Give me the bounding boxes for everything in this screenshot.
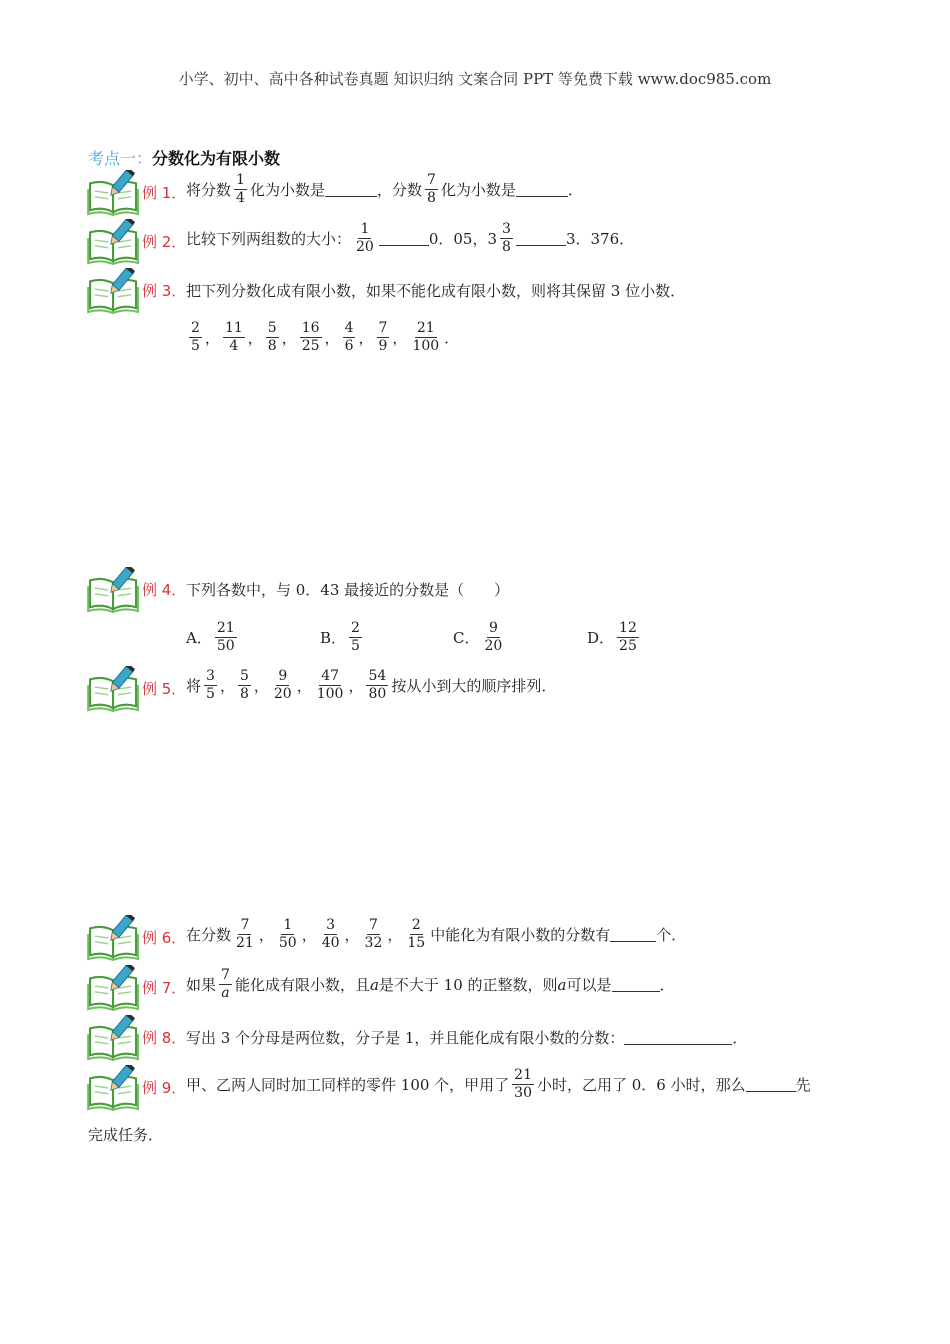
example-text bbox=[186, 967, 675, 1002]
denominator: 50 bbox=[278, 935, 297, 951]
option-key: B． bbox=[320, 629, 347, 647]
fraction bbox=[234, 917, 256, 952]
separator: ， bbox=[344, 926, 360, 944]
fraction bbox=[425, 172, 438, 207]
option-key: C． bbox=[453, 629, 480, 647]
fraction bbox=[238, 668, 251, 703]
fraction bbox=[204, 668, 217, 703]
fraction bbox=[215, 620, 237, 655]
fraction bbox=[343, 320, 356, 355]
denominator: 8 bbox=[502, 239, 511, 255]
separator: ， bbox=[258, 926, 274, 944]
example-8 bbox=[86, 1015, 886, 1063]
denominator: 100 bbox=[316, 686, 344, 702]
fraction bbox=[277, 917, 299, 952]
fraction bbox=[617, 620, 639, 655]
denominator: 5 bbox=[191, 338, 200, 354]
numerator: 21 bbox=[216, 620, 235, 636]
fraction bbox=[266, 320, 279, 355]
page-header: 小学、初中、高中各种试卷真题 知识归纳 文案合同 PPT 等免费下载 www.doc985.com bbox=[178, 70, 772, 88]
example-label: 例 6． bbox=[142, 929, 187, 947]
separator: ， bbox=[324, 329, 340, 347]
example-text: 把下列分数化成有限小数，如果不能化成有限小数，则将其保留 3 位小数． bbox=[186, 282, 686, 300]
numerator: 2 bbox=[411, 917, 421, 933]
denominator: 25 bbox=[619, 638, 637, 654]
denominator: 4 bbox=[229, 338, 239, 354]
option-c[interactable] bbox=[453, 620, 507, 655]
numerator: 47 bbox=[321, 668, 340, 684]
example-5 bbox=[86, 666, 886, 714]
text: 按从小到大的顺序排列． bbox=[391, 677, 557, 695]
separator: ， bbox=[247, 329, 263, 347]
separator: ， bbox=[281, 329, 297, 347]
example-text bbox=[186, 668, 556, 703]
numerator: 5 bbox=[239, 668, 249, 684]
numerator: 3 bbox=[326, 917, 336, 933]
fraction bbox=[377, 320, 390, 355]
example-7 bbox=[86, 965, 886, 1013]
numerator: 16 bbox=[301, 320, 320, 336]
fraction bbox=[512, 1067, 534, 1102]
fraction bbox=[366, 668, 388, 703]
section-kaodian: 考点一： bbox=[88, 149, 153, 168]
period: ． bbox=[444, 329, 460, 347]
denominator: 50 bbox=[216, 638, 235, 654]
denominator: 25 bbox=[301, 338, 320, 354]
fraction bbox=[410, 320, 441, 355]
numerator: 9 bbox=[488, 620, 498, 636]
section-title: 分数化为有限小数 bbox=[152, 149, 281, 168]
answer-blank[interactable] bbox=[325, 182, 377, 197]
denominator: 8 bbox=[267, 338, 277, 354]
numerator: 7 bbox=[426, 172, 436, 188]
example-label: 例 2． bbox=[142, 233, 187, 251]
denominator: 15 bbox=[407, 935, 426, 951]
text: ． bbox=[659, 976, 675, 994]
denominator: 21 bbox=[236, 935, 254, 951]
fraction bbox=[482, 620, 504, 655]
numerator: 1 bbox=[360, 221, 370, 237]
numerator: 54 bbox=[368, 668, 387, 684]
text: 写出 3 个分母是两位数，分子是 1，并且能化成有限小数的分数： bbox=[186, 1029, 625, 1047]
option-d[interactable] bbox=[587, 620, 642, 655]
numerator: 12 bbox=[619, 620, 637, 636]
denominator: 8 bbox=[426, 190, 436, 206]
denominator: 6 bbox=[344, 338, 354, 354]
example-9 bbox=[86, 1065, 876, 1113]
text: 甲、乙两人同时加工同样的零件 100 个，甲用了 bbox=[186, 1076, 510, 1094]
separator: ， bbox=[219, 677, 235, 695]
denominator: a bbox=[221, 985, 230, 1001]
example-label: 例 5． bbox=[142, 680, 187, 698]
book-pencil-icon bbox=[86, 915, 142, 961]
example-4 bbox=[86, 567, 886, 615]
answer-blank[interactable] bbox=[624, 1030, 732, 1045]
denominator: 5 bbox=[206, 686, 215, 702]
numerator: 7 bbox=[240, 917, 250, 933]
numerator: 7 bbox=[378, 320, 388, 336]
example-text: 下列各数中，与 0．43 最接近的分数是（ ） bbox=[186, 581, 510, 599]
denominator: 30 bbox=[514, 1085, 532, 1101]
numerator: 21 bbox=[514, 1067, 532, 1083]
separator: ， bbox=[204, 329, 220, 347]
book-pencil-icon bbox=[86, 268, 142, 314]
text: 个． bbox=[656, 926, 687, 944]
text: 化为小数是 bbox=[249, 181, 325, 199]
section-heading bbox=[88, 146, 280, 169]
fraction bbox=[223, 320, 245, 355]
answer-blank[interactable] bbox=[610, 927, 656, 942]
separator: ， bbox=[358, 329, 374, 347]
book-pencil-icon bbox=[86, 567, 142, 613]
fraction bbox=[234, 172, 247, 207]
text: 在分数 bbox=[186, 926, 232, 944]
fraction bbox=[405, 917, 427, 952]
denominator: 20 bbox=[356, 239, 374, 255]
text: 比较下列两组数的大小： bbox=[186, 230, 352, 248]
denominator: 20 bbox=[273, 686, 292, 702]
text: ． bbox=[567, 181, 583, 199]
fraction bbox=[300, 320, 322, 355]
text: 化为小数是 bbox=[440, 181, 516, 199]
separator: ， bbox=[348, 677, 364, 695]
denominator: 80 bbox=[368, 686, 387, 702]
text: 可以是 bbox=[566, 976, 612, 994]
text: 能化成有限小数，且 bbox=[234, 976, 370, 994]
fraction bbox=[354, 221, 376, 256]
text: 0．05，3 bbox=[428, 230, 498, 248]
example-2 bbox=[86, 219, 886, 267]
numerator: 7 bbox=[369, 917, 378, 933]
book-pencil-icon bbox=[86, 219, 142, 265]
example-label: 例 1． bbox=[142, 184, 187, 202]
numerator: 4 bbox=[344, 320, 354, 336]
denominator: 40 bbox=[321, 935, 340, 951]
text: 中能化为有限小数的分数有 bbox=[430, 926, 611, 944]
separator: ， bbox=[296, 677, 312, 695]
denominator: 100 bbox=[412, 338, 440, 354]
variable: a bbox=[557, 975, 567, 994]
numerator: 11 bbox=[224, 320, 243, 336]
example-text bbox=[186, 1027, 747, 1048]
denominator: 9 bbox=[378, 338, 388, 354]
text: ，分数 bbox=[376, 181, 422, 199]
numerator: 5 bbox=[267, 320, 277, 336]
separator: ， bbox=[387, 926, 403, 944]
example-label: 例 7． bbox=[142, 979, 187, 997]
book-pencil-icon bbox=[86, 170, 142, 216]
example-text bbox=[186, 221, 634, 256]
text: 是不大于 10 的正整数，则 bbox=[378, 976, 558, 994]
numerator: 1 bbox=[283, 917, 293, 933]
fraction bbox=[189, 320, 202, 355]
example-label: 例 9． bbox=[142, 1079, 187, 1097]
text: 小时，乙用了 0．6 小时，那么 bbox=[537, 1076, 746, 1094]
option-b[interactable] bbox=[320, 620, 365, 655]
option-a[interactable] bbox=[186, 620, 240, 655]
fraction bbox=[272, 668, 294, 703]
example-label: 例 8． bbox=[142, 1029, 187, 1047]
answer-blank[interactable] bbox=[612, 977, 660, 992]
numerator: 7 bbox=[221, 967, 230, 983]
text: 如果 bbox=[186, 976, 217, 994]
denominator: 20 bbox=[484, 638, 503, 654]
example-text bbox=[186, 172, 583, 207]
denominator: 8 bbox=[239, 686, 249, 702]
example-text bbox=[186, 1067, 811, 1102]
numerator: 1 bbox=[236, 172, 245, 188]
book-pencil-icon bbox=[86, 965, 142, 1011]
example-9-continuation: 完成任务． bbox=[88, 1126, 164, 1144]
example-1 bbox=[86, 170, 886, 218]
answer-blank[interactable] bbox=[746, 1077, 796, 1092]
example-6 bbox=[86, 915, 886, 963]
book-pencil-icon bbox=[86, 666, 142, 712]
example-3 bbox=[86, 268, 886, 316]
denominator: 4 bbox=[236, 190, 245, 206]
example-label: 例 3． bbox=[142, 282, 187, 300]
fraction bbox=[500, 221, 513, 256]
option-key: A． bbox=[186, 629, 212, 647]
text: ． bbox=[732, 1029, 748, 1047]
separator: ， bbox=[301, 926, 317, 944]
numerator: 21 bbox=[416, 320, 435, 336]
book-pencil-icon bbox=[86, 1015, 142, 1061]
text: 先 bbox=[795, 1076, 811, 1094]
fraction bbox=[363, 917, 385, 952]
example-3-fraction-list bbox=[186, 320, 459, 355]
text: 将分数 bbox=[186, 181, 232, 199]
variable: a bbox=[369, 975, 379, 994]
text: 3．376． bbox=[565, 230, 635, 248]
denominator: 32 bbox=[364, 935, 383, 951]
numerator: 3 bbox=[502, 221, 511, 237]
numerator: 2 bbox=[191, 320, 200, 336]
option-key: D． bbox=[587, 629, 615, 647]
answer-blank[interactable] bbox=[516, 182, 568, 197]
numerator: 9 bbox=[278, 668, 288, 684]
text: 将 bbox=[186, 677, 202, 695]
fraction bbox=[349, 620, 362, 655]
separator: ， bbox=[253, 677, 269, 695]
example-text bbox=[186, 917, 686, 952]
answer-blank[interactable] bbox=[379, 231, 429, 246]
numerator: 2 bbox=[351, 620, 360, 636]
separator: ， bbox=[392, 329, 408, 347]
book-pencil-icon bbox=[86, 1065, 142, 1111]
fraction bbox=[320, 917, 342, 952]
numerator: 3 bbox=[206, 668, 215, 684]
fraction bbox=[219, 967, 232, 1002]
denominator: 5 bbox=[351, 638, 360, 654]
example-label: 例 4． bbox=[142, 581, 187, 599]
answer-blank[interactable] bbox=[516, 231, 566, 246]
fraction bbox=[315, 668, 346, 703]
